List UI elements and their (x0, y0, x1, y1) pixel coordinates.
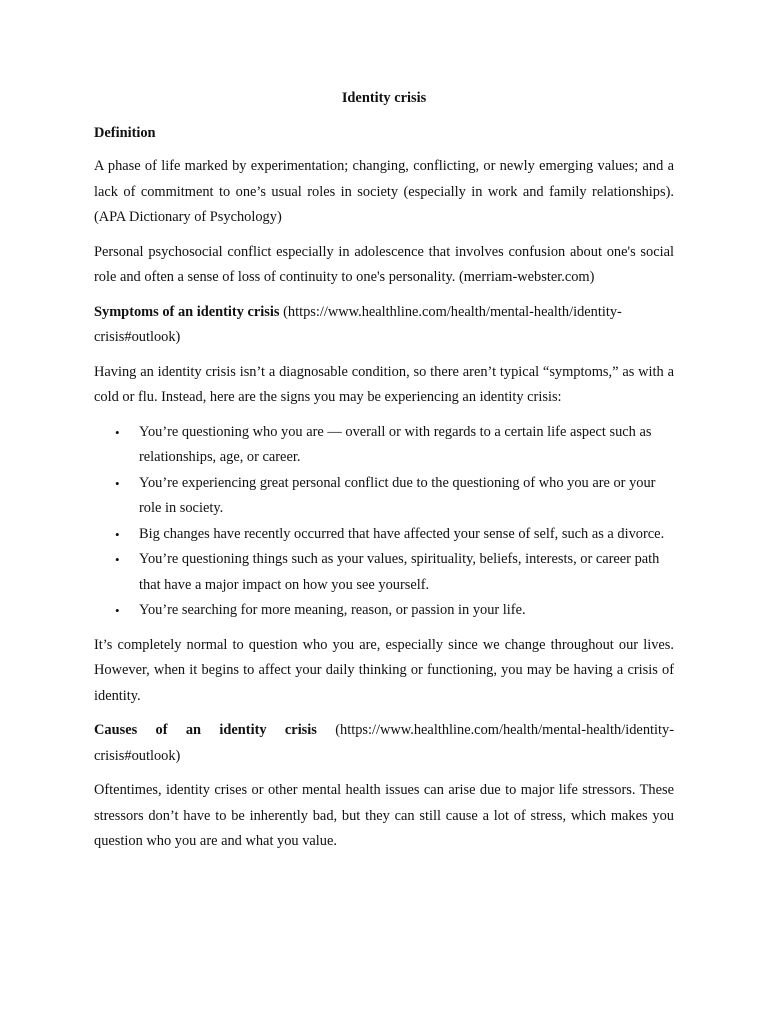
symptoms-intro: Having an identity crisis isn’t a diagnosable condition, so there aren’t typical “symptoms,” as with a cold or flu. Instead, here are the signs you may be experiencing an identity crisis: (94, 363, 674, 405)
causes-body: Oftentimes, identity crises or other mental health issues can arise due to major life stressors. These stressors don’t have to be inherently bad, but they can still cause a lot of stress, which makes you question who you are and what you value. (94, 782, 674, 849)
list-item (94, 420, 674, 471)
list-item-text: You’re questioning who you are — overall or with regards to a certain life aspect such as relationships, age, or career. (139, 423, 652, 465)
list-item (94, 598, 674, 624)
list-item (94, 522, 674, 548)
bullet-icon: • (115, 603, 120, 618)
list-item-text: You’re searching for more meaning, reason, or passion in your life. (139, 602, 526, 618)
symptoms-source-link[interactable]: (https://www.healthline.com/health/mental-health/identity-crisis#outlook) (94, 303, 622, 345)
causes-heading: Causes of an identity crisis (94, 722, 317, 738)
causes-heading-line (94, 718, 674, 769)
symptoms-heading: Symptoms of an identity crisis (94, 303, 280, 320)
definition-apa-paragraph: A phase of life marked by experimentation; changing, conflicting, or newly emerging values; and a lack of commitment to one’s usual roles in society (especially in work and family relationships). (APA Dictionary of Psychology) (94, 158, 674, 225)
causes-source-link[interactable]: (https://www.healthline.com/health/mental-health/identity-crisis#outlook) (94, 722, 674, 764)
bullet-icon: • (115, 552, 120, 567)
list-item (94, 547, 674, 598)
bullet-icon: • (115, 475, 120, 491)
definition-heading: Definition (94, 124, 156, 141)
bullet-icon: • (115, 526, 120, 542)
document-title: Identity crisis (341, 90, 427, 106)
symptoms-list (94, 420, 674, 624)
list-item-text: You’re experiencing great personal conflict due to the questioning of who you are or your role in society. (139, 474, 656, 516)
bullet-icon: • (115, 424, 120, 440)
symptoms-closing: It’s completely normal to question who you are, especially since we change throughout our lives. However, when it begins to affect your daily thinking or functioning, you may be having a crisis of identity. (94, 636, 674, 704)
definition-merriam-paragraph: Personal psychosocial conflict especially in adolescence that involves confusion about one's social role and often a sense of loss of continuity to one's personality. (merriam-webster.com) (94, 243, 674, 285)
list-item-text: Big changes have recently occurred that have affected your sense of self, such as a divorce. (139, 525, 665, 542)
list-item (94, 471, 674, 522)
document-page (94, 86, 674, 864)
symptoms-heading-line (94, 300, 674, 351)
list-item-text: You’re questioning things such as your values, spirituality, beliefs, interests, or career path that have a major impact on how you see yourself. (139, 551, 660, 593)
